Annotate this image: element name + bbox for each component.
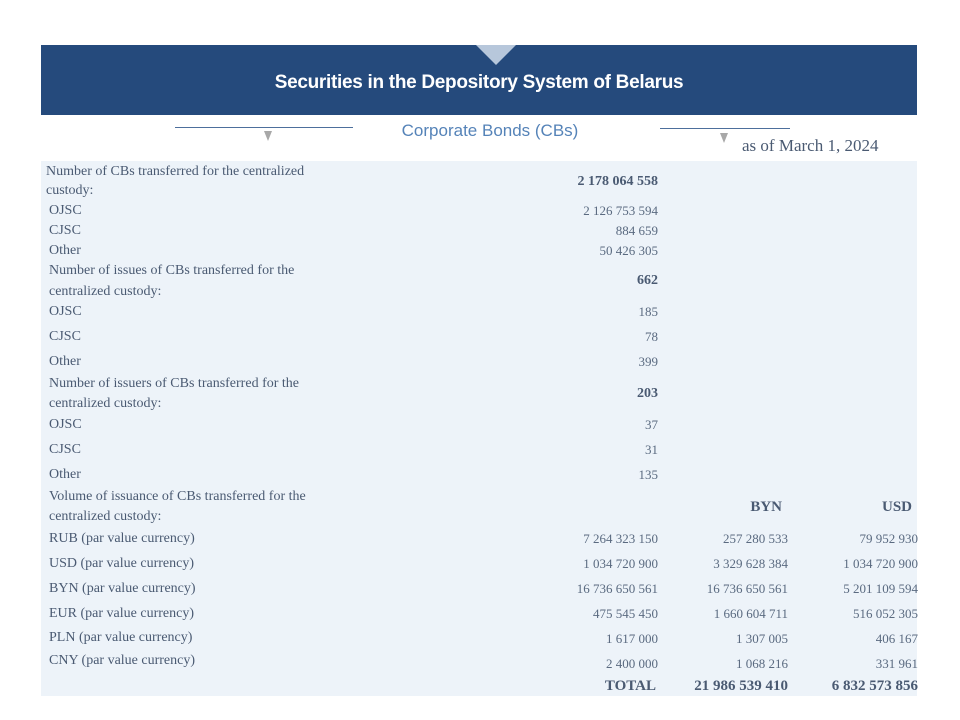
volume-row-par: 1 034 720 900 — [583, 556, 658, 571]
issues-row-value: 78 — [645, 329, 658, 344]
issues-row-label: CJSC — [49, 329, 81, 344]
issuers-label-line1: Number of issuers of CBs transferred for the — [49, 376, 299, 391]
transferred-row-value: 50 426 305 — [599, 243, 658, 258]
volume-row-usd: 331 961 — [875, 656, 918, 671]
transferred-row-label: Other — [49, 243, 81, 258]
volume-row-label: CNY (par value currency) — [49, 653, 196, 668]
volume-row-label: PLN (par value currency) — [49, 630, 193, 645]
as-of-date: as of March 1, 2024 — [742, 136, 879, 155]
marker-left-icon — [264, 131, 272, 141]
issuers-row-value: 37 — [645, 417, 658, 432]
subtitle-line-left — [175, 127, 353, 128]
banner-notch — [476, 45, 516, 65]
issuers-row-label: Other — [49, 467, 81, 482]
transferred-label-line1: Number of CBs transferred for the centralized — [46, 164, 305, 179]
volume-row-label: USD (par value currency) — [49, 556, 194, 571]
total-label: TOTAL — [604, 678, 656, 694]
volume-label-line2: centralized custody: — [49, 509, 162, 524]
volume-row-byn: 1 307 005 — [736, 631, 788, 646]
issuers-row-value: 135 — [638, 467, 658, 482]
issues-total: 662 — [637, 273, 658, 288]
volume-row-usd: 79 952 930 — [859, 531, 918, 546]
transferred-row-label: CJSC — [49, 223, 81, 238]
transferred-label-line2: custody: — [46, 183, 94, 198]
volume-row-label: BYN (par value currency) — [49, 581, 196, 596]
issues-row-value: 399 — [638, 354, 658, 369]
volume-row-byn: 1 068 216 — [736, 656, 788, 671]
issues-row-value: 185 — [638, 304, 658, 319]
column-header-byn: BYN — [750, 499, 782, 515]
subtitle: Corporate Bonds (CBs) — [401, 121, 579, 140]
issuers-total: 203 — [637, 386, 658, 401]
volume-row-par: 16 736 650 561 — [576, 581, 658, 596]
total-usd: 6 832 573 856 — [831, 678, 918, 694]
volume-row-par: 1 617 000 — [606, 631, 658, 646]
total-byn: 21 986 539 410 — [694, 678, 788, 694]
volume-row-byn: 257 280 533 — [723, 531, 788, 546]
volume-row-byn: 3 329 628 384 — [713, 556, 788, 571]
volume-row-usd: 5 201 109 594 — [843, 581, 918, 596]
issues-label-line1: Number of issues of CBs transferred for the — [49, 263, 295, 278]
volume-row-label: EUR (par value currency) — [49, 606, 194, 621]
column-header-usd: USD — [881, 499, 912, 515]
subtitle-line-right — [660, 128, 790, 129]
issues-row-label: OJSC — [49, 304, 82, 319]
transferred-row-label: OJSC — [49, 203, 82, 218]
volume-row-byn: 16 736 650 561 — [706, 581, 788, 596]
marker-right-icon — [720, 133, 728, 143]
transferred-row-value: 2 126 753 594 — [583, 203, 658, 218]
volume-label-line1: Volume of issuance of CBs transferred for the — [49, 489, 306, 504]
volume-row-par: 475 545 450 — [593, 606, 658, 621]
issuers-row-label: CJSC — [49, 442, 81, 457]
issues-label-line2: centralized custody: — [49, 284, 162, 299]
volume-row-byn: 1 660 604 711 — [713, 606, 788, 621]
volume-row-usd: 406 167 — [875, 631, 918, 646]
issuers-row-label: OJSC — [49, 417, 82, 432]
issues-row-label: Other — [49, 354, 81, 369]
volume-row-par: 7 264 323 150 — [583, 531, 658, 546]
volume-row-par: 2 400 000 — [606, 656, 658, 671]
volume-row-label: RUB (par value currency) — [49, 531, 195, 546]
volume-row-usd: 516 052 305 — [853, 606, 918, 621]
volume-row-usd: 1 034 720 900 — [843, 556, 918, 571]
issuers-row-value: 31 — [645, 442, 658, 457]
transferred-row-value: 884 659 — [615, 223, 658, 238]
page-title: Securities in the Depository System of Belarus — [274, 72, 684, 93]
issuers-label-line2: centralized custody: — [49, 396, 162, 411]
transferred-total: 2 178 064 558 — [577, 174, 658, 189]
